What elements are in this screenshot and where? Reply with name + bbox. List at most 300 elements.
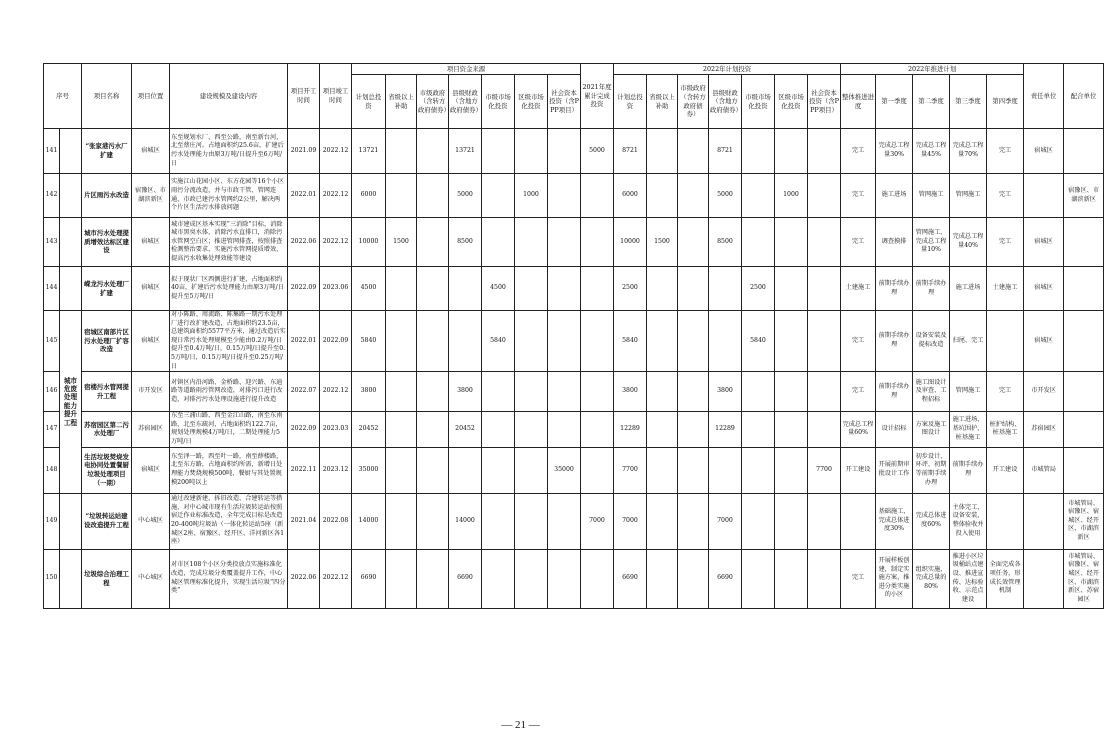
row-project-name: “张家港污水厂扩建	[82, 129, 132, 174]
row-progress-q2: 完成总体进度60%	[913, 493, 950, 549]
row-plan-city	[678, 129, 709, 174]
row-responsible: 市开发区	[1024, 372, 1064, 412]
row-funds-market-district	[515, 447, 548, 493]
page-number: — 21 —	[501, 719, 540, 731]
row-seq: 146	[44, 372, 60, 412]
row-plan-social	[808, 311, 841, 372]
row-scope: 东至规划水厂，西至公路，南至新台河，北至蔡庄河。占地面积约25.6亩，扩建后污水处理能力由原3万吨/日提升至6万吨/日	[170, 129, 288, 174]
project-table	[43, 63, 1104, 609]
row-plan-county: 3800	[709, 372, 742, 412]
row-funds-market-district	[515, 311, 548, 372]
row-plan-market-district	[775, 549, 808, 608]
header-funds-market-district: 区级市场化投资	[515, 75, 548, 129]
row-plan-provincial	[647, 372, 678, 412]
row-funds-total: 6000	[352, 174, 386, 218]
row-progress-q3: 完成总工程量40%	[950, 218, 987, 267]
row-end-date: 2023.06	[320, 267, 352, 311]
header-q2: 第二季度	[913, 75, 950, 129]
row-plan-market-district	[775, 372, 808, 412]
row-end-date: 2022.08	[320, 493, 352, 549]
row-responsible: 宿城区	[1024, 218, 1064, 267]
row-responsible	[1024, 493, 1064, 549]
row-funds-city	[417, 267, 449, 311]
row-end-date: 2022.12	[320, 218, 352, 267]
row-plan-market-district	[775, 447, 808, 493]
row-funds-city	[417, 311, 449, 372]
row-start-date: 2022.07	[288, 372, 320, 412]
header-funds-county: 县级财政（含地方政府债券）	[449, 75, 482, 129]
row-progress-q4: 完工	[987, 174, 1024, 218]
row-plan-provincial	[647, 549, 678, 608]
row-plan-total: 12289	[614, 412, 647, 447]
row-responsible	[1024, 549, 1064, 608]
row-plan-city	[678, 218, 709, 267]
row-seq: 142	[44, 174, 60, 218]
row-funds-provincial	[386, 447, 417, 493]
row-plan-market-city	[742, 129, 775, 174]
row-responsible: 宿城区	[1024, 129, 1064, 174]
header-plan-provincial: 省级以上补助	[647, 75, 678, 129]
row-funds-city	[417, 174, 449, 218]
header-plan-market-city: 市级市场化投资	[742, 75, 775, 129]
row-plan-total: 3800	[614, 372, 647, 412]
row-funds-market-city: 4500	[482, 267, 515, 311]
row-progress-q4: 土建施工	[987, 267, 1024, 311]
header-q3: 第三季度	[950, 75, 987, 129]
row-plan-city	[678, 493, 709, 549]
row-funds-market-city	[482, 493, 515, 549]
row-plan-total: 7000	[614, 493, 647, 549]
row-funds-provincial	[386, 267, 417, 311]
row-project-name: 宿楼污水管网提升工程	[82, 372, 132, 412]
row-scope: 实施江山花园小区、东方花园等16个小区雨污分流改造，并与市政干管、管网连通，市政已建污水管网约2公里，解决两个片区生活污水排放问题	[170, 174, 288, 218]
row-progress-q4: 开工建设	[987, 447, 1024, 493]
row-plan-market-district	[775, 267, 808, 311]
row-start-date: 2022.01	[288, 311, 320, 372]
row-plan-total: 5840	[614, 311, 647, 372]
row-seq: 147	[44, 412, 60, 447]
row-progress-q1: 开展样板创建，制定实施方案，推进分类实施的小区	[876, 549, 913, 608]
row-funds-county: 20452	[449, 412, 482, 447]
row-funds-social	[548, 493, 581, 549]
header-responsible: 责任单位	[1024, 64, 1064, 129]
row-progress-q3: 推进小区垃圾桶站点建设、推进宣传、达标验收、示范点建设	[950, 549, 987, 608]
row-funds-social	[548, 267, 581, 311]
header-funds-provincial: 省级以上补助	[386, 75, 417, 129]
row-cooperating	[1064, 412, 1104, 447]
row-progress-q1: 调查摸排	[876, 218, 913, 267]
row-plan-social	[808, 218, 841, 267]
row-end-date: 2022.12	[320, 174, 352, 218]
row-cooperating: 宿豫区、市湖滨新区	[1064, 174, 1104, 218]
header-plan-total: 计划总投资	[614, 75, 647, 129]
row-progress-q2: 管网施工、完成总工程量10%	[913, 218, 950, 267]
row-progress-overall: 完工	[841, 372, 876, 412]
header-funds-social: 社会资本投资（含PPP项目）	[548, 75, 581, 129]
row-responsible: 市城管局	[1024, 447, 1064, 493]
row-plan-market-district	[775, 412, 808, 447]
row-funds-market-city	[482, 412, 515, 447]
row-plan-social	[808, 372, 841, 412]
category-label: 城市危废处理能力提升工程	[60, 311, 82, 494]
row-progress-q2: 组织实施，完成总量的80%	[913, 549, 950, 608]
table-body	[44, 129, 1104, 609]
header-plan-market-district: 区级市场化投资	[775, 75, 808, 129]
row-funds-total: 10000	[352, 218, 386, 267]
row-seq: 143	[44, 218, 60, 267]
row-plan-total: 8721	[614, 129, 647, 174]
row-progress-q4	[987, 311, 1024, 372]
row-project-name: 苏宿园区第二污水处理厂	[82, 412, 132, 447]
category-cell	[60, 174, 82, 218]
row-start-date: 2022.01	[288, 174, 320, 218]
row-plan-city	[678, 311, 709, 372]
row-progress-q4: 完工	[987, 218, 1024, 267]
row-plan-social	[808, 267, 841, 311]
row-plan-county: 12289	[709, 412, 742, 447]
row-plan-city	[678, 447, 709, 493]
row-done-2021	[581, 372, 614, 412]
row-scope: 拟于现状厂区西侧进行扩建，占地面积约40亩，扩建后污水处理能力由原3万吨/日提升至5万吨/日	[170, 267, 288, 311]
row-funds-market-district	[515, 412, 548, 447]
row-scope: 东至三浦山路，西至金江山路，南至东南路，北至东疏河，占地面积约122.7亩，规划处理规模4万吨/日，二期处理能力5万吨/日	[170, 412, 288, 447]
row-scope: 对小陈路、周流路、陈集路一期污水处理厂进行改扩建改造，占地面积约23.5亩，总建筑面积约5577平方米，通过改造后实现日常污水处理规模至少能由0.2万吨/日提升至0.4万吨/日，0.15万吨/日提升至0.5万吨/日，0.15万吨/日提升至0.25万吨/日	[170, 311, 288, 372]
row-funds-city	[417, 549, 449, 608]
row-funds-county: 3800	[449, 372, 482, 412]
category-cell	[60, 549, 82, 608]
header-progress-group: 2022年推进计划	[841, 64, 1024, 75]
row-plan-provincial	[647, 267, 678, 311]
row-plan-city	[678, 549, 709, 608]
header-start: 项目开工时间	[288, 64, 320, 129]
row-funds-total: 14000	[352, 493, 386, 549]
row-progress-q1: 设计招标	[876, 412, 913, 447]
header-plan-city: 市级政府（含转方政府债券）	[678, 75, 709, 129]
row-location: 苏宿园区	[132, 412, 170, 447]
header-funds-group: 项目资金来源	[352, 64, 581, 75]
row-plan-total: 6000	[614, 174, 647, 218]
row-plan-provincial: 1500	[647, 218, 678, 267]
row-progress-q1: 施工进场	[876, 174, 913, 218]
header-plan-2022-group: 2022年计划投资	[614, 64, 841, 75]
row-start-date: 2022.11	[288, 447, 320, 493]
row-plan-social: 7700	[808, 447, 841, 493]
row-cooperating	[1064, 447, 1104, 493]
row-plan-market-city	[742, 412, 775, 447]
row-funds-city	[417, 493, 449, 549]
table-row	[44, 447, 1104, 493]
row-funds-market-district	[515, 129, 548, 174]
row-progress-q4	[987, 493, 1024, 549]
row-progress-q1: 前期手续办理	[876, 267, 913, 311]
row-funds-market-district	[515, 493, 548, 549]
row-done-2021: 7000	[581, 493, 614, 549]
row-project-name: 垃圾综合治理工程	[82, 549, 132, 608]
row-location: 宿城区	[132, 311, 170, 372]
header-location: 项目位置	[132, 64, 170, 129]
row-plan-market-city	[742, 447, 775, 493]
row-plan-provincial	[647, 447, 678, 493]
header-name: 项目名称	[82, 64, 132, 129]
row-plan-city	[678, 412, 709, 447]
row-done-2021	[581, 218, 614, 267]
row-funds-provincial	[386, 311, 417, 372]
row-progress-q2: 设备安装及提标改造	[913, 311, 950, 372]
row-progress-q4: 桩护结构、桩基施工	[987, 412, 1024, 447]
row-plan-total: 2500	[614, 267, 647, 311]
row-plan-total: 6690	[614, 549, 647, 608]
table-row	[44, 267, 1104, 311]
row-funds-market-city	[482, 549, 515, 608]
row-plan-market-city: 2500	[742, 267, 775, 311]
row-funds-city	[417, 412, 449, 447]
row-start-date: 2022.06	[288, 549, 320, 608]
table-header	[44, 64, 1104, 129]
row-progress-q3: 前期手续办理	[950, 447, 987, 493]
row-plan-county: 7000	[709, 493, 742, 549]
row-plan-market-district	[775, 218, 808, 267]
row-funds-market-city	[482, 218, 515, 267]
row-location: 市开发区	[132, 372, 170, 412]
row-responsible	[1024, 174, 1064, 218]
row-plan-county: 8721	[709, 129, 742, 174]
row-funds-market-district	[515, 372, 548, 412]
row-start-date: 2022.09	[288, 267, 320, 311]
row-plan-county: 5000	[709, 174, 742, 218]
row-progress-q3: 管网施工	[950, 372, 987, 412]
row-funds-market-city: 5840	[482, 311, 515, 372]
row-plan-market-district	[775, 129, 808, 174]
row-progress-q1: 完成总工程量30%	[876, 129, 913, 174]
table-row	[44, 412, 1104, 447]
row-funds-county: 8500	[449, 218, 482, 267]
row-funds-provincial: 1500	[386, 218, 417, 267]
row-plan-market-city	[742, 549, 775, 608]
row-cooperating: 市城管局、宿豫区、宿城区、经开区、市湖滨新区	[1064, 493, 1104, 549]
header-done-2021: 2021年度累计完成投资	[581, 64, 614, 129]
row-seq: 141	[44, 129, 60, 174]
header-seq: 序号	[44, 64, 82, 129]
row-plan-city	[678, 267, 709, 311]
table-row	[44, 549, 1104, 608]
row-progress-q2: 前期手续办理	[913, 267, 950, 311]
row-progress-q3: 主体完工，设备安装，整体验收并投入使用	[950, 493, 987, 549]
row-location: 宿城区	[132, 129, 170, 174]
header-end: 项目竣工时间	[320, 64, 352, 129]
row-start-date: 2021.04	[288, 493, 320, 549]
row-funds-market-district	[515, 267, 548, 311]
row-progress-q4: 全面完成各项任务，形成长效管理机制	[987, 549, 1024, 608]
row-progress-q3: 扫尾、完工	[950, 311, 987, 372]
row-funds-market-city	[482, 372, 515, 412]
row-progress-overall: 完工	[841, 218, 876, 267]
row-end-date: 2023.03	[320, 412, 352, 447]
row-funds-social	[548, 549, 581, 608]
row-project-name: 片区雨污水改造	[82, 174, 132, 218]
row-funds-city	[417, 447, 449, 493]
header-plan-social: 社会资本投资（含PPP项目）	[808, 75, 841, 129]
row-progress-overall: 完成总工程量60%	[841, 412, 876, 447]
row-funds-social	[548, 412, 581, 447]
row-start-date: 2022.06	[288, 218, 320, 267]
row-responsible: 苏宿园区	[1024, 412, 1064, 447]
row-plan-social	[808, 129, 841, 174]
row-scope: 通过改建新建、拆旧改造、合建转运等措施，对中心城市现有生活垃圾转运站按照宿迁作业标准改造，全年完成目标是改造20-400吨垃圾站（一体化转运站5座（新城区2座、宿豫区、经开区、洋河新区各1座）	[170, 493, 288, 549]
row-plan-county	[709, 311, 742, 372]
row-end-date: 2023.12	[320, 447, 352, 493]
row-plan-county	[709, 447, 742, 493]
row-progress-overall: 完工	[841, 129, 876, 174]
row-plan-market-district	[775, 493, 808, 549]
row-progress-q1: 前期手续办理	[876, 372, 913, 412]
row-funds-social	[548, 174, 581, 218]
row-funds-total: 20452	[352, 412, 386, 447]
row-plan-market-city	[742, 372, 775, 412]
row-done-2021	[581, 267, 614, 311]
row-progress-q4: 完工	[987, 129, 1024, 174]
row-funds-county	[449, 267, 482, 311]
row-cooperating	[1064, 129, 1104, 174]
row-plan-total: 10000	[614, 218, 647, 267]
header-q1: 第一季度	[876, 75, 913, 129]
row-progress-q3: 施工进场，基坑围护、桩基施工	[950, 412, 987, 447]
row-funds-market-city	[482, 129, 515, 174]
row-progress-q1: 基础施工，完成总体进度30%	[876, 493, 913, 549]
row-project-name: 生活垃圾焚烧发电协同处置餐厨垃圾处理项目（一期）	[82, 447, 132, 493]
row-funds-social	[548, 311, 581, 372]
row-seq: 149	[44, 493, 60, 549]
header-q4: 第四季度	[987, 75, 1024, 129]
row-funds-provincial	[386, 412, 417, 447]
row-plan-provincial	[647, 412, 678, 447]
row-location: 宿城区	[132, 267, 170, 311]
row-cooperating	[1064, 311, 1104, 372]
table-row	[44, 174, 1104, 218]
row-done-2021: 5000	[581, 129, 614, 174]
row-project-name: “垃圾转运站建设改造提升工程	[82, 493, 132, 549]
row-start-date: 2022.09	[288, 412, 320, 447]
row-location: 宿豫区、市湖滨新区	[132, 174, 170, 218]
row-plan-city	[678, 372, 709, 412]
row-plan-market-city	[742, 493, 775, 549]
row-responsible: 宿城区	[1024, 311, 1064, 372]
row-funds-market-city	[482, 447, 515, 493]
row-progress-q1: 前期手续办理	[876, 311, 913, 372]
row-seq: 144	[44, 267, 60, 311]
header-cooperating: 配合单位	[1064, 64, 1104, 129]
row-location: 宿城区	[132, 447, 170, 493]
row-funds-market-district	[515, 218, 548, 267]
row-funds-county	[449, 447, 482, 493]
header-plan-county: 县级财政（含地方政府债券）	[709, 75, 742, 129]
row-funds-market-district	[515, 549, 548, 608]
row-scope: 东至泽一路，西至叶一路，南至薛楼路，北至东方路，占地面积约所需，新增日处理能力焚烧规模500吨，餐厨与其处置规模200吨以上	[170, 447, 288, 493]
row-plan-county	[709, 267, 742, 311]
row-funds-total: 4500	[352, 267, 386, 311]
row-plan-provincial	[647, 129, 678, 174]
row-funds-provincial	[386, 549, 417, 608]
table-row	[44, 493, 1104, 549]
row-funds-total: 6690	[352, 549, 386, 608]
row-funds-county	[449, 311, 482, 372]
row-funds-social	[548, 372, 581, 412]
row-funds-total: 3800	[352, 372, 386, 412]
row-location: 中心城区	[132, 549, 170, 608]
table-row	[44, 218, 1104, 267]
row-funds-provincial	[386, 174, 417, 218]
row-funds-county: 6690	[449, 549, 482, 608]
row-funds-social	[548, 129, 581, 174]
category-cell	[60, 129, 82, 174]
row-funds-provincial	[386, 493, 417, 549]
project-table-sheet	[43, 63, 1104, 609]
row-cooperating	[1064, 267, 1104, 311]
row-funds-market-city	[482, 174, 515, 218]
row-project-name: 嵘龙污水处理厂扩建	[82, 267, 132, 311]
row-plan-social	[808, 412, 841, 447]
row-funds-county: 13721	[449, 129, 482, 174]
row-plan-market-city	[742, 218, 775, 267]
row-funds-total: 35000	[352, 447, 386, 493]
row-end-date: 2022.09	[320, 311, 352, 372]
row-done-2021	[581, 311, 614, 372]
row-plan-provincial	[647, 493, 678, 549]
row-plan-social	[808, 549, 841, 608]
row-funds-county: 5000	[449, 174, 482, 218]
row-progress-q2: 方案及施工图设计	[913, 412, 950, 447]
row-start-date: 2021.09	[288, 129, 320, 174]
row-seq: 145	[44, 311, 60, 372]
row-plan-social	[808, 493, 841, 549]
row-plan-market-district: 1000	[775, 174, 808, 218]
row-funds-total: 5840	[352, 311, 386, 372]
header-progress-overall: 整体推进进度	[841, 75, 876, 129]
row-responsible: 宿城区	[1024, 267, 1064, 311]
row-progress-q2: 初步设计、环评、初期等前期手续办理	[913, 447, 950, 493]
row-plan-county: 6690	[709, 549, 742, 608]
row-end-date: 2022.12	[320, 372, 352, 412]
row-location: 中心城区	[132, 493, 170, 549]
row-seq: 150	[44, 549, 60, 608]
row-plan-provincial	[647, 311, 678, 372]
row-cooperating: 市城管局、宿豫区、宿城区、经开区、市湖滨新区、苏宿园区	[1064, 549, 1104, 608]
row-progress-overall: 完工	[841, 549, 876, 608]
category-cell	[60, 267, 82, 311]
row-end-date: 2022.12	[320, 129, 352, 174]
row-progress-overall: 土建施工	[841, 267, 876, 311]
row-project-name: 宿城区南部片区污水处理厂扩容改造	[82, 311, 132, 372]
row-progress-overall: 开工建设	[841, 447, 876, 493]
row-plan-provincial	[647, 174, 678, 218]
row-progress-q3: 施工进场	[950, 267, 987, 311]
row-project-name: 城市污水处理提质增效达标区建设	[82, 218, 132, 267]
row-funds-social: 35000	[548, 447, 581, 493]
category-cell	[60, 493, 82, 549]
row-funds-city	[417, 218, 449, 267]
row-funds-city	[417, 129, 449, 174]
row-funds-county: 14000	[449, 493, 482, 549]
row-location: 宿城区	[132, 218, 170, 267]
row-progress-overall: 完工	[841, 174, 876, 218]
row-progress-q2: 完成总工程量45%	[913, 129, 950, 174]
header-funds-total: 计划总投资	[352, 75, 386, 129]
row-plan-city	[678, 174, 709, 218]
row-progress-overall	[841, 493, 876, 549]
row-end-date: 2022.12	[320, 549, 352, 608]
row-progress-q4: 完工	[987, 372, 1024, 412]
row-scope: 对镇区内沿河路、金桥路、迎兴路、东迪路等道路雨污管网改造，对排污口进行改造，对排污污水处理设施进行提升改造	[170, 372, 288, 412]
row-funds-city	[417, 372, 449, 412]
